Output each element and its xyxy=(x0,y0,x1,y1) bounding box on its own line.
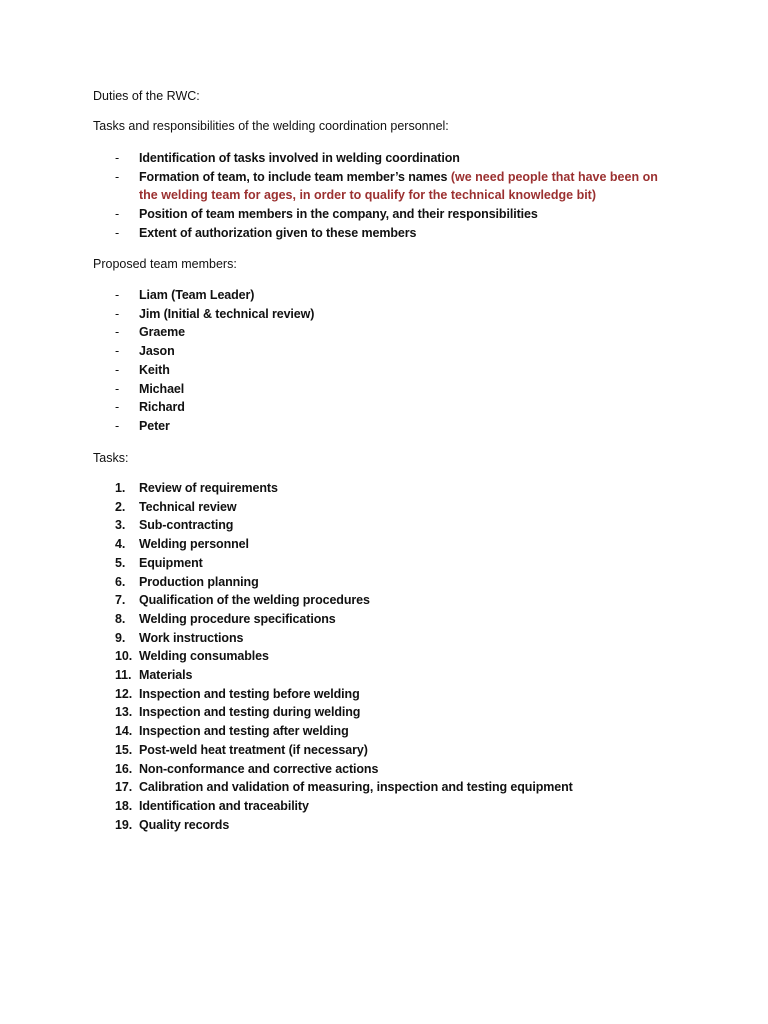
task-text: Welding consumables xyxy=(139,649,269,664)
task-number: 16. xyxy=(115,761,133,776)
task-text: Welding procedure specifications xyxy=(139,611,336,626)
bullet-dash: - xyxy=(115,400,120,415)
list-item xyxy=(93,205,658,224)
team-member: Graeme xyxy=(139,325,185,340)
task-number: 7. xyxy=(115,593,126,608)
list-item xyxy=(93,498,573,517)
list-item xyxy=(93,722,573,741)
list-item xyxy=(93,398,314,417)
task-text: Inspection and testing before welding xyxy=(139,686,360,701)
task-number: 14. xyxy=(115,724,133,739)
list-item xyxy=(93,741,573,760)
task-number: 15. xyxy=(115,742,133,757)
bullet-dash: - xyxy=(115,418,120,433)
duty-note: (we need people that have been on xyxy=(450,169,658,184)
bullet-dash: - xyxy=(115,362,120,377)
task-text: Work instructions xyxy=(139,630,244,645)
list-item xyxy=(93,666,573,685)
bullet-dash: - xyxy=(115,344,120,359)
task-text: Materials xyxy=(139,668,193,683)
bullet-dash: - xyxy=(115,151,120,165)
list-item xyxy=(93,760,573,779)
list-item xyxy=(93,361,314,380)
task-number: 11. xyxy=(115,668,132,683)
list-item xyxy=(93,629,573,648)
list-item xyxy=(93,342,314,361)
list-item xyxy=(93,573,573,592)
team-member: Richard xyxy=(139,400,185,415)
task-number: 6. xyxy=(115,574,126,589)
list-item xyxy=(93,610,573,629)
list-item xyxy=(93,224,658,243)
duty-text: Formation of team, to include team member’s names xyxy=(139,169,448,184)
task-number: 10. xyxy=(115,649,133,664)
task-text: Calibration and validation of measuring, inspection and testing equipment xyxy=(139,780,573,795)
list-item xyxy=(93,479,573,498)
list-item xyxy=(93,535,573,554)
bullet-dash: - xyxy=(115,288,120,302)
list-item xyxy=(93,685,573,704)
list-item xyxy=(93,797,573,816)
task-text: Qualification of the welding procedures xyxy=(139,593,370,608)
heading-tasks: Tasks: xyxy=(93,451,129,465)
bullet-dash: - xyxy=(115,169,120,184)
task-number: 18. xyxy=(115,798,133,813)
duties-list xyxy=(93,149,658,243)
duty-text: Identification of tasks involved in welding coordination xyxy=(139,151,460,165)
list-item xyxy=(93,286,314,305)
list-item xyxy=(93,380,314,399)
list-item xyxy=(93,305,314,324)
task-number: 8. xyxy=(115,611,126,626)
list-item xyxy=(93,516,573,535)
task-text: Production planning xyxy=(139,574,259,589)
duty-text: Extent of authorization given to these members xyxy=(139,225,417,240)
task-text: Sub-contracting xyxy=(139,518,234,533)
task-number: 12. xyxy=(115,686,133,701)
task-number: 1. xyxy=(115,481,126,495)
duty-note-continued: the welding team for ages, in order to qualify for the technical knowledge bit) xyxy=(139,188,597,203)
task-number: 13. xyxy=(115,705,133,720)
list-item xyxy=(93,323,314,342)
bullet-dash: - xyxy=(115,306,120,321)
task-text: Equipment xyxy=(139,555,203,570)
list-item xyxy=(93,417,314,436)
team-member: Peter xyxy=(139,418,170,433)
team-member: Jim (Initial & technical review) xyxy=(139,306,315,321)
task-text: Quality records xyxy=(139,817,230,832)
task-text: Inspection and testing after welding xyxy=(139,724,349,739)
team-member: Michael xyxy=(139,381,185,396)
task-number: 19. xyxy=(115,817,133,832)
task-number: 2. xyxy=(115,499,126,514)
task-text: Inspection and testing during welding xyxy=(139,705,361,720)
tasks-list xyxy=(93,479,573,834)
task-number: 9. xyxy=(115,630,126,645)
task-number: 5. xyxy=(115,555,126,570)
list-item xyxy=(93,554,573,573)
intro-text: Tasks and responsibilities of the welding coordination personnel: xyxy=(93,119,449,133)
bullet-dash: - xyxy=(115,325,120,340)
team-list xyxy=(93,286,314,436)
team-member: Liam (Team Leader) xyxy=(139,288,255,302)
list-item xyxy=(93,647,573,666)
team-member: Keith xyxy=(139,362,170,377)
task-text: Review of requirements xyxy=(139,481,278,495)
task-number: 4. xyxy=(115,537,126,552)
task-text: Post-weld heat treatment (if necessary) xyxy=(139,742,368,757)
list-item xyxy=(93,149,658,168)
list-item xyxy=(93,168,658,205)
list-item xyxy=(93,778,573,797)
bullet-dash: - xyxy=(115,381,120,396)
duty-text: Position of team members in the company, and their responsibilities xyxy=(139,207,538,222)
heading-duties: Duties of the RWC: xyxy=(93,89,200,103)
task-number: 3. xyxy=(115,518,126,533)
task-text: Non-conformance and corrective actions xyxy=(139,761,379,776)
team-member: Jason xyxy=(139,344,175,359)
list-item xyxy=(93,703,573,722)
task-text: Technical review xyxy=(139,499,237,514)
task-text: Identification and traceability xyxy=(139,798,309,813)
task-text: Welding personnel xyxy=(139,537,249,552)
bullet-dash: - xyxy=(115,225,120,240)
list-item xyxy=(93,591,573,610)
bullet-dash: - xyxy=(115,207,120,222)
task-number: 17. xyxy=(115,780,133,795)
list-item xyxy=(93,816,573,835)
heading-team: Proposed team members: xyxy=(93,257,237,271)
